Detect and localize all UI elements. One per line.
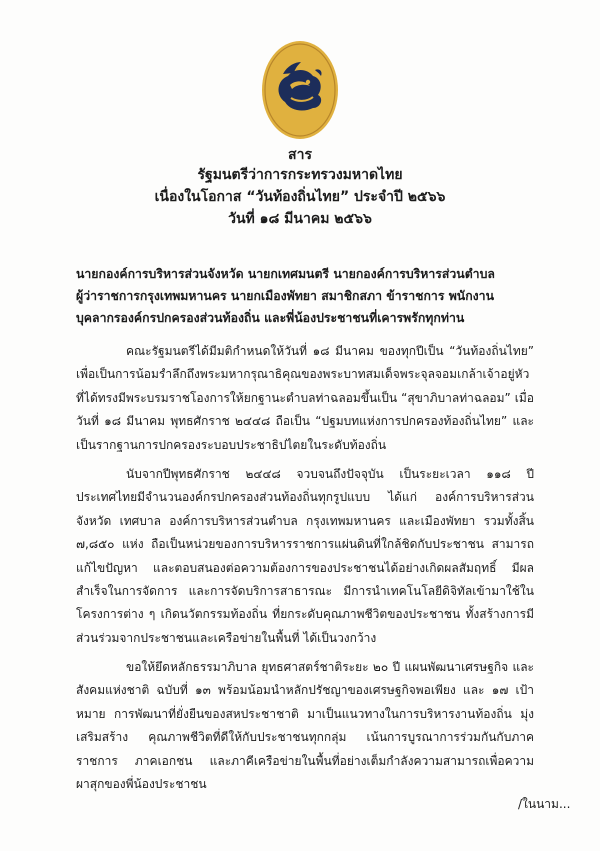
body-paragraph-1: คณะรัฐมนตรีได้มีมติกำหนดให้วันที่ ๑๘ มีนาคม ของทุกปีเป็น “วันท้องถิ่นไทย” เพื่อเป็นการน้อมรำลึกถึงพระมหากรุณาธิคุณของพระบาทสมเด็จพระจุลจอมเกล้าเจ้าอยู่หัว ที่ได้ทรงมีพระบรมราชโองการให้ยกฐานะตำบลท่าฉลอมขึ้นเป็น “สุขาภิบาลท่าฉลอม” เมื่อวันที่ ๑๘ มีนาคม พุทธศักราช ๒๔๔๘ ถือเป็น “ปฐมบทแห่งการปกครองท้องถิ่นไทย” และเป็นรากฐานการปกครองระบอบประชาธิปไตยในระดับท้องถิ่น [76, 344, 534, 452]
addressee-line-3: บุคลากรองค์กรปกครองส่วนท้องถิ่น และพี่น้องประชาชนที่เคารพรักทุกท่าน [76, 311, 465, 325]
ministry-of-interior-seal-icon [261, 40, 339, 140]
addressee-line-2: ผู้ว่าราชการกรุงเทพมหานคร นายกเมืองพัทยา สมาชิกสภา ข้าราชการ พนักงาน [76, 289, 494, 303]
message-title: สาร [288, 147, 312, 163]
body-paragraph-2: นับจากปีพุทธศักราช ๒๔๔๘ จวบจนถึงปัจจุบัน เป็นระยะเวลา ๑๑๘ ปี ประเทศไทยมีจำนวนองค์กรปกครองส่วนท้องถิ่นทุกรูปแบบ ได้แก่ องค์การบริหารส่วนจังหวัด เทศบาล องค์การบริหารส่วนตำบล กรุงเทพมหานคร และเมืองพัทยา รวมทั้งสิ้น ๗,๘๕๐ แห่ง ถือเป็นหน่วยของการบริหารราชการแผ่นดินที่ใกล้ชิดกับประชาชน สามารถแก้ไขปัญหา และตอบสนองต่อความต้องการของประชาชนได้อย่างเกิดผลสัมฤทธิ์ มีผลสำเร็จในการจัดการ และการจัดบริการสาธารณะ มีการนำเทคโนโลยีดิจิทัลเข้ามาใช้ในโครงการต่าง ๆ เกิดนวัตกรรมท้องถิ่น ที่ยกระดับคุณภาพชีวิตของประชาชน ทั้งสร้างการมีส่วนร่วมจากประชาชนและเครือข่ายในพื้นที่ ได้เป็นวงกว้าง [76, 467, 534, 645]
occasion-line: เนื่องในโอกาส “วันท้องถิ่นไทย” ประจำปี ๒๕๖๖ [154, 189, 446, 205]
date-line: วันที่ ๑๘ มีนาคม ๒๕๖๖ [228, 211, 372, 227]
continuation-marker: /ในนาม... [518, 797, 571, 811]
body-paragraph-3: ขอให้ยึดหลักธรรมาภิบาล ยุทธศาสตร์ชาติระยะ ๒๐ ปี แผนพัฒนาเศรษฐกิจ และสังคมแห่งชาติ ฉบับที่ ๑๓ พร้อมน้อมนำหลักปรัชญาของเศรษฐกิจพอเพียง และ ๑๗ เป้าหมาย การพัฒนาที่ยั่งยืนของสหประชาชาติ มาเป็นแนวทางในการบริหารงานท้องถิ่น มุ่งเสริมสร้าง คุณภาพชีวิตที่ดีให้กับประชาชนทุกกลุ่ม เน้นการบูรณาการร่วมกันกับภาคราชการ ภาคเอกชน และภาคีเครือข่ายในพื้นที่อย่างเต็มกำลังความสามารถเพื่อความผาสุกของพี่น้องประชาชน [76, 660, 534, 792]
minister-line: รัฐมนตรีว่าการกระทรวงมหาดไทย [197, 167, 403, 183]
addressee-line-1: นายกองค์การบริหารส่วนจังหวัด นายกเทศมนตรี นายกองค์การบริหารส่วนตำบล [76, 267, 495, 281]
